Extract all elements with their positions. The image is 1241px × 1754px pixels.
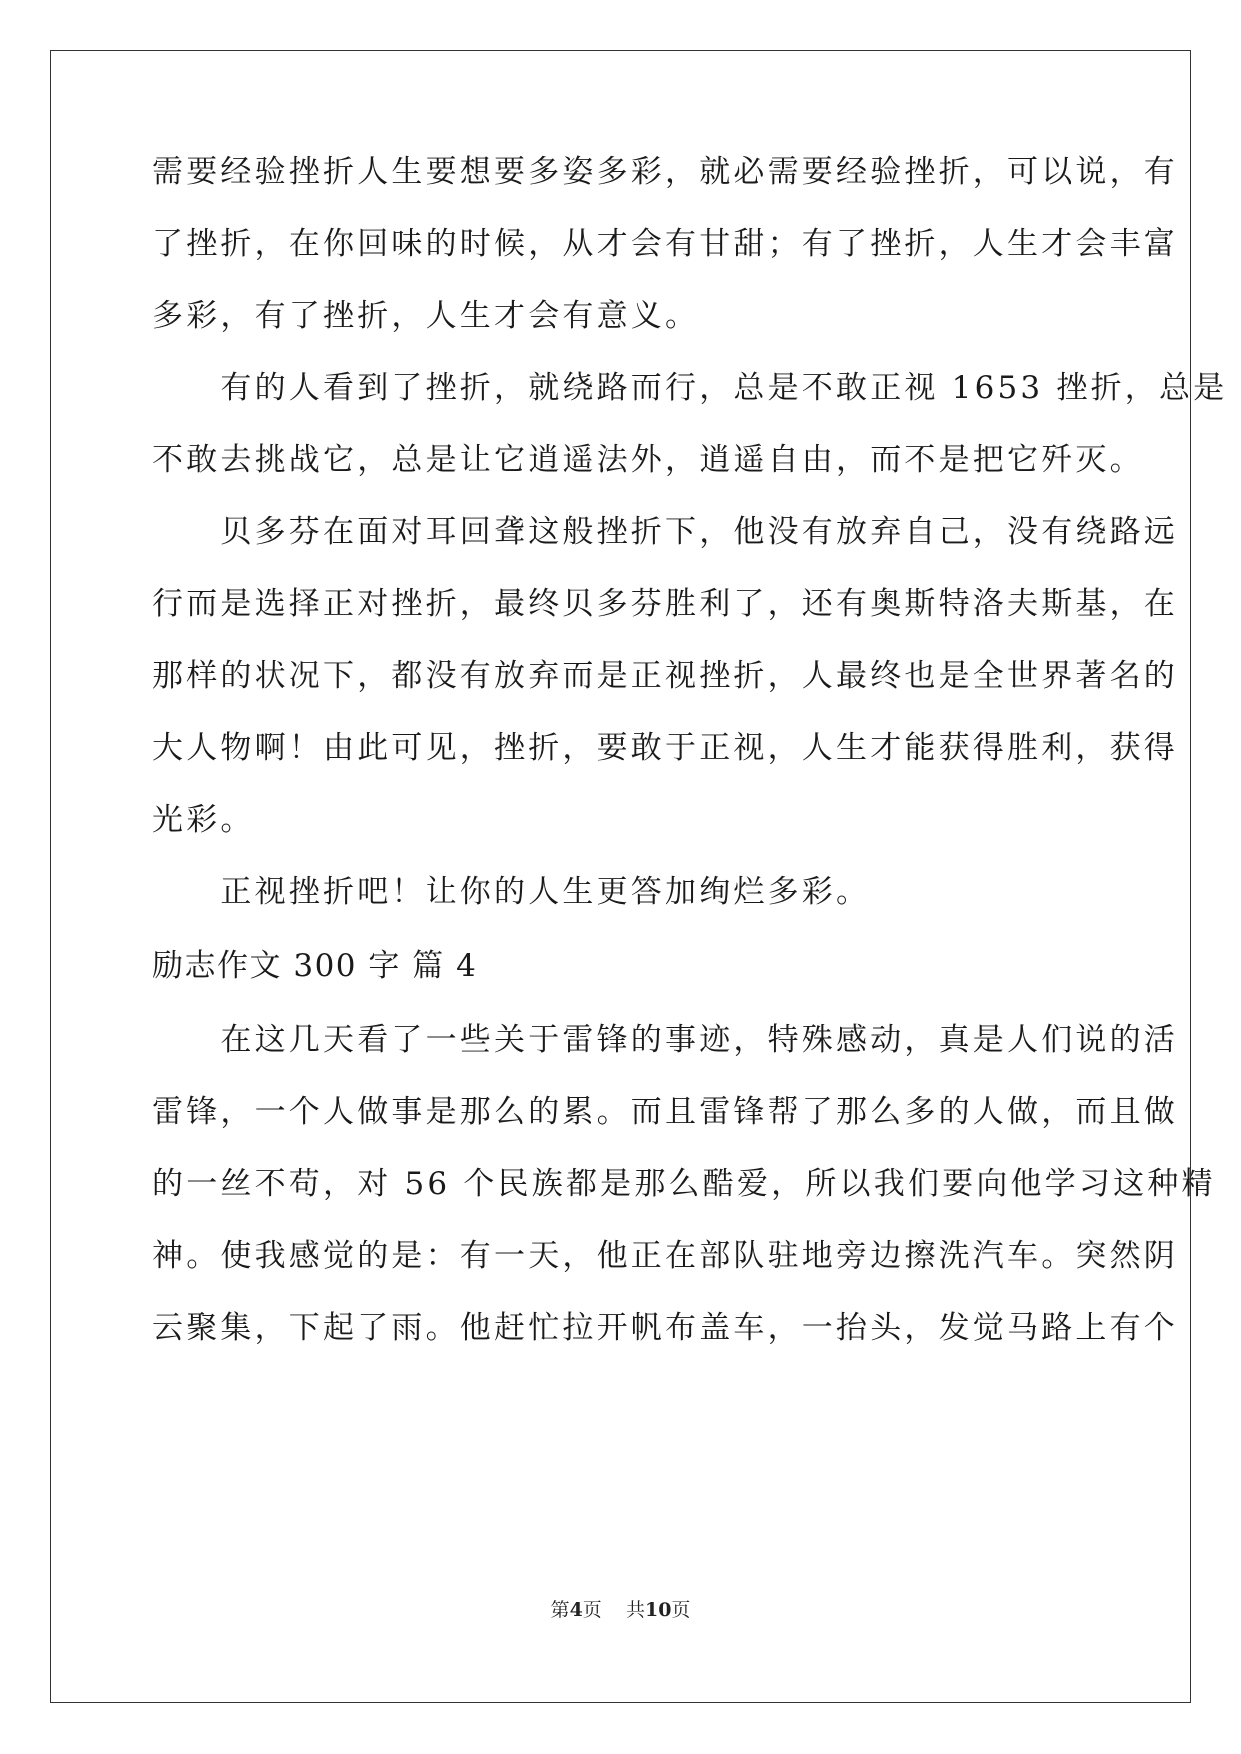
text-line: 在这几天看了一些关于雷锋的事迹，特殊感动，真是人们说的活 (152, 1022, 1178, 1058)
text-line: 正视挫折吧！让你的人生更答加绚烂多彩。 (152, 874, 871, 910)
text-line: 行而是选择正对挫折，最终贝多芬胜利了，还有奥斯特洛夫斯基，在 (152, 586, 1178, 622)
text-line: 了挫折，在你回味的时候，从才会有甘甜；有了挫折，人生才会丰富 (152, 226, 1178, 262)
page-number-footer (0, 1598, 1241, 1622)
text-line: 大人物啊！由此可见，挫折，要敢于正视，人生才能获得胜利，获得 (152, 730, 1178, 766)
text-line: 不敢去挑战它，总是让它逍遥法外，逍遥自由，而不是把它歼灭。 (152, 442, 1144, 478)
text-line: 贝多芬在面对耳回聋这般挫折下，他没有放弃自己，没有绕路远 (152, 514, 1178, 550)
page-prefix: 第 (550, 1599, 570, 1621)
section-heading: 励志作文 300 字 篇 4 (152, 948, 478, 984)
text-line: 光彩。 (152, 802, 255, 838)
page-separator: 页 共 (582, 1599, 645, 1621)
text-line: 的一丝不苟，对 56 个民族都是那么酷爱，所以我们要向他学习这种精 (152, 1166, 1216, 1202)
page-suffix: 页 (671, 1599, 691, 1621)
text-line: 云聚集，下起了雨。他赶忙拉开帆布盖车，一抬头，发觉马路上有个 (152, 1310, 1178, 1346)
current-page-number: 4 (569, 1599, 583, 1621)
text-line: 神。使我感觉的是：有一天，他正在部队驻地旁边擦洗汽车。突然阴 (152, 1238, 1178, 1274)
total-page-count: 10 (644, 1599, 672, 1621)
text-line: 有的人看到了挫折，就绕路而行，总是不敢正视 1653 挫折，总是 (152, 370, 1228, 406)
text-line: 需要经验挫折人生要想要多姿多彩，就必需要经验挫折，可以说，有 (152, 154, 1178, 190)
text-line: 雷锋，一个人做事是那么的累。而且雷锋帮了那么多的人做，而且做 (152, 1094, 1178, 1130)
text-line: 那样的状况下，都没有放弃而是正视挫折，人最终也是全世界著名的 (152, 658, 1178, 694)
text-line: 多彩，有了挫折，人生才会有意义。 (152, 298, 700, 334)
